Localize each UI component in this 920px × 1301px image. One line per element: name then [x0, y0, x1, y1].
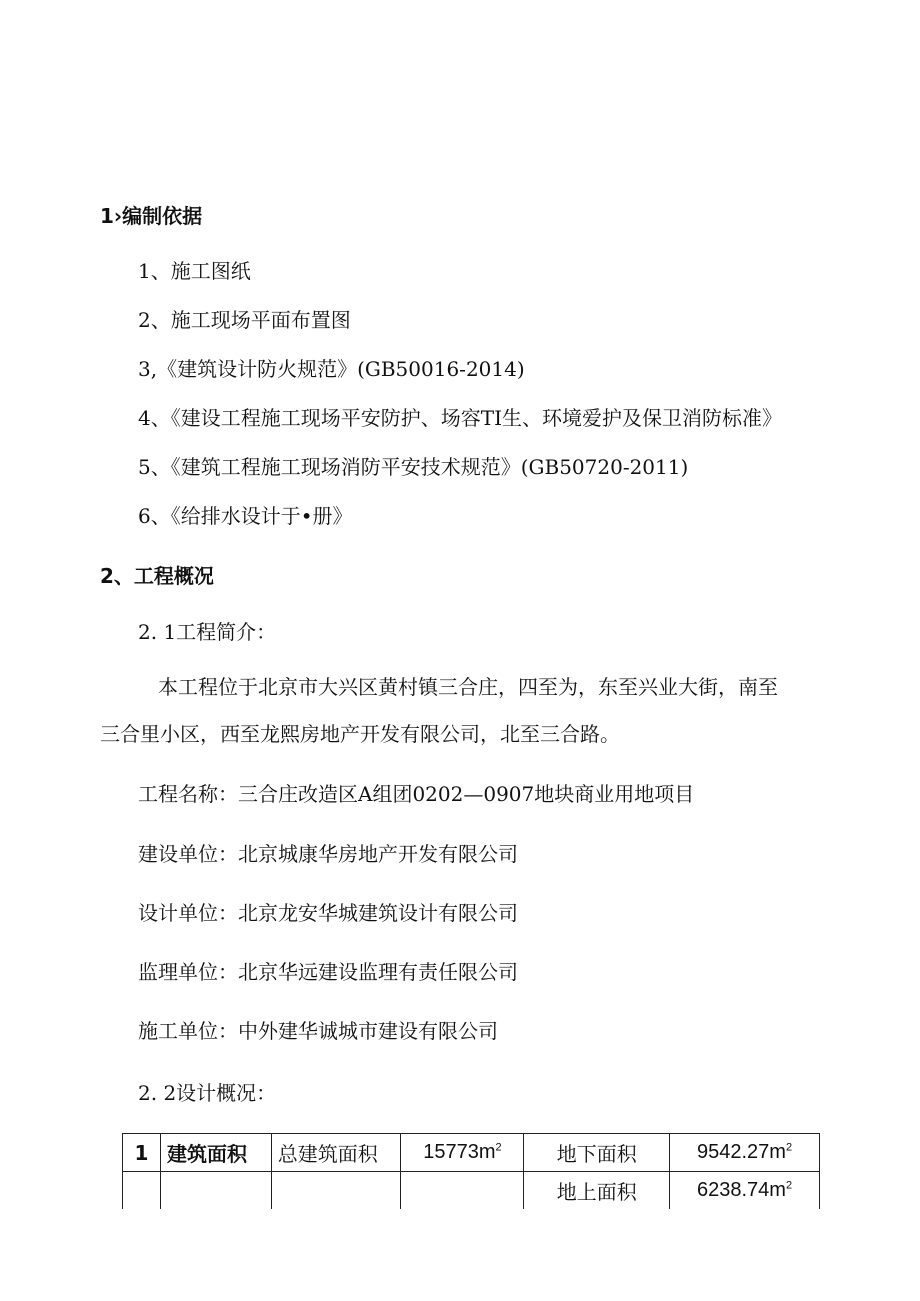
total-area-label-cell: 总建筑面积 [271, 1134, 401, 1172]
construction-unit: 建设单位：北京城康华房地产开发有限公司 [138, 842, 518, 866]
underground-area-value-cell: $9542.27m^2$ [670, 1134, 820, 1172]
sub-heading-2-1: 2. 1工程简介： [138, 620, 277, 644]
basis-item-5: 5、《建筑工程施工现场消防平安技术规范》(GB50720-2011) [138, 455, 689, 479]
supervision-unit: 监理单位：北京华远建设监理有责任限公司 [138, 960, 518, 984]
basis-item-2: 2、施工现场平面布置图 [138, 308, 351, 332]
project-name: 工程名称：三合庄改造区A组团0202—0907地块商业用地项目 [138, 782, 695, 806]
design-unit: 设计单位：北京龙安华城建筑设计有限公司 [138, 901, 518, 925]
aboveground-area-label-cell: 地上面积 [524, 1172, 670, 1210]
contractor-unit: 施工单位：中外建华诚城市建设有限公司 [138, 1019, 498, 1043]
row-number-cell: 1 [123, 1134, 161, 1172]
basis-item-3: 3,《建筑设计防火规范》(GB50016-2014) [138, 357, 525, 381]
empty-cell [271, 1172, 401, 1210]
section2-heading: 2、工程概况 [100, 564, 214, 588]
table-row [123, 1134, 820, 1172]
table-row [123, 1172, 820, 1210]
empty-cell [401, 1172, 524, 1210]
design-overview-table [122, 1133, 820, 1209]
empty-cell [160, 1172, 271, 1210]
category-cell: 建筑面积 [160, 1134, 271, 1172]
empty-cell [123, 1172, 161, 1210]
aboveground-area-value-cell: $6238.74m^2$ [670, 1172, 820, 1210]
underground-area-label-cell: 地下面积 [524, 1134, 670, 1172]
intro-paragraph-line-2: 三合里小区，西至龙熙房地产开发有限公司，北至三合路。 [100, 722, 620, 746]
section1-heading: 1›编制依据 [100, 204, 203, 228]
basis-item-6: 6、《给排水设计于•册》 [138, 504, 353, 528]
intro-paragraph-line-1: 本工程位于北京市大兴区黄村镇三合庄，四至为，东至兴业大街，南至 [158, 675, 778, 699]
basis-item-1: 1、施工图纸 [138, 259, 251, 283]
sub-heading-2-2: 2. 2设计概况： [138, 1081, 277, 1105]
total-area-value-cell: $15773m^2$ [401, 1134, 524, 1172]
basis-item-4: 4、《建设工程施工现场平安防护、场容TI生、环境爱护及保卫消防标准》 [138, 406, 782, 430]
